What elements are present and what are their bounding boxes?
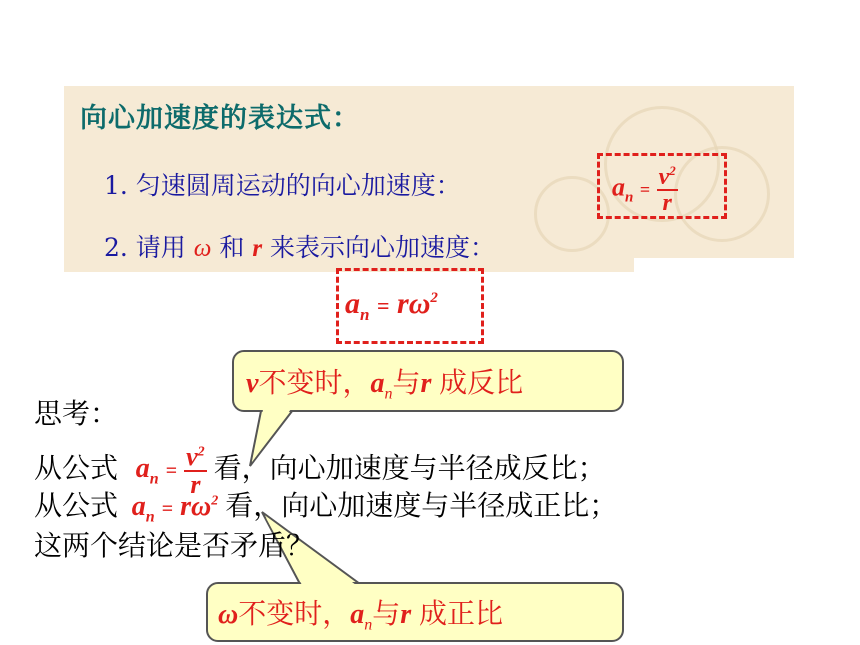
inline-formula-omega: $a_n = r\omega^2$ <box>131 491 219 526</box>
line-question: 这两个结论是否矛盾？ <box>34 530 315 561</box>
item-1-text: 1. 匀速圆周运动的向心加速度： <box>104 171 461 200</box>
line-2-prefix: 从公式 <box>34 490 119 521</box>
callout-inverse-text: v不变时，$a_n$与r 成反比 <box>246 367 524 403</box>
r-symbol: r <box>252 235 263 262</box>
line-1-suffix: 看，向心加速度与半径成反比； <box>213 452 606 484</box>
item-2-prefix: 2. 请用 <box>104 233 186 262</box>
line-direct <box>34 484 617 527</box>
think-label: 思考： <box>34 398 119 429</box>
formula-velocity: $a_n$ = $\frac{v^2}{r}$ <box>612 163 676 216</box>
omega-symbol: ω <box>193 235 212 262</box>
line-2-suffix: 看，向心加速度与半径成正比； <box>225 490 618 521</box>
line-1-prefix: 从公式 <box>34 452 119 484</box>
item-2-suffix: 来表示向心加速度： <box>270 233 496 262</box>
formula-omega: $a_n = r\omega^2$ <box>345 287 438 324</box>
inline-formula-velocity: $a_n$ = $\frac{v^2}{r}$ <box>135 442 205 499</box>
callout-direct-text: ω不变时，$a_n$与r 成正比 <box>218 598 503 634</box>
item-2-and: 和 <box>219 233 245 262</box>
section-heading: 向心加速度的表达式： <box>80 103 360 134</box>
